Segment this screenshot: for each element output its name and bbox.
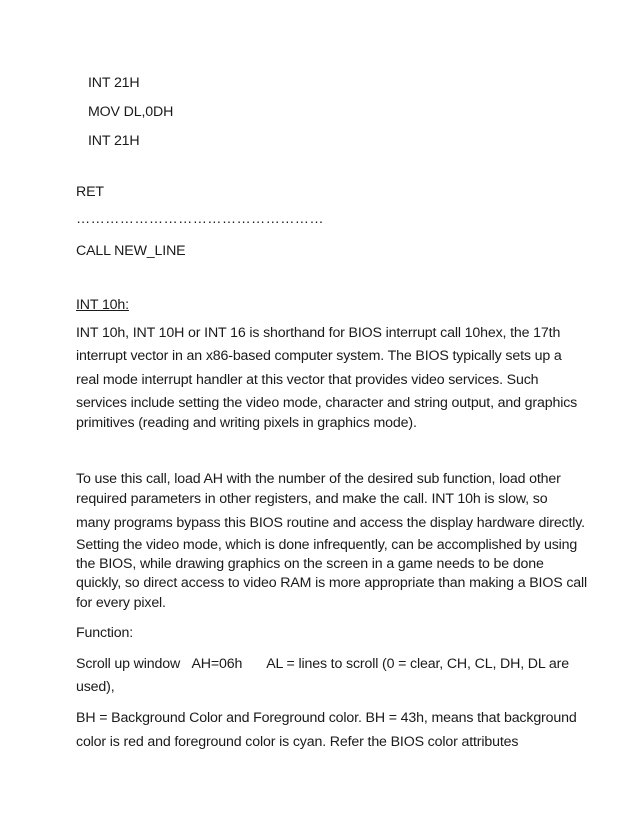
paragraph1-line: primitives (reading and writing pixels in graphics mode). bbox=[76, 415, 417, 431]
bh-description-line: color is red and foreground color is cyan. Refer the BIOS color attributes bbox=[76, 734, 519, 750]
code-line-call-new-line: CALL NEW_LINE bbox=[76, 243, 186, 259]
paragraph2-line: required parameters in other registers, and make the call. INT 10h is slow, so bbox=[76, 491, 548, 507]
paragraph2-line: many programs bypass this BIOS routine and access the display hardware directly. bbox=[76, 515, 585, 531]
paragraph2-line: for every pixel. bbox=[76, 595, 166, 611]
code-line-mov-dl: MOV DL,0DH bbox=[88, 104, 174, 120]
bh-description-line: BH = Background Color and Foreground color. BH = 43h, means that background bbox=[76, 710, 577, 726]
paragraph1-line: interrupt vector in an x86-based computer system. The BIOS typically sets up a bbox=[76, 348, 562, 364]
scroll-continuation: used), bbox=[76, 679, 115, 695]
scroll-function-name: Scroll up window bbox=[76, 656, 181, 672]
paragraph1-line: real mode interrupt handler at this vector that provides video services. Such bbox=[76, 372, 539, 388]
paragraph1-line: services include setting the video mode, character and string output, and graphics bbox=[76, 395, 578, 411]
paragraph1-line: INT 10h, INT 10H or INT 16 is shorthand for BIOS interrupt call 10hex, the 17th bbox=[76, 325, 561, 341]
scroll-al-description: AL = lines to scroll (0 = clear, CH, CL, DH, DL are bbox=[266, 656, 569, 672]
scroll-up-window-line bbox=[76, 655, 569, 673]
paragraph2-line: the BIOS, while drawing graphics on the screen in a game needs to be done bbox=[76, 556, 544, 572]
dotted-separator: …………………………………………… bbox=[76, 211, 324, 227]
section-heading-int10h: INT 10h: bbox=[76, 297, 129, 313]
code-line-int21h-1: INT 21H bbox=[88, 75, 140, 91]
scroll-ah-value: AH=06h bbox=[191, 656, 243, 672]
code-line-int21h-2: INT 21H bbox=[88, 133, 140, 149]
code-line-ret: RET bbox=[76, 184, 104, 200]
function-label: Function: bbox=[76, 625, 134, 641]
paragraph2-line: To use this call, load AH with the number of the desired sub function, load other bbox=[76, 471, 561, 487]
paragraph2-line: quickly, so direct access to video RAM is more appropriate than making a BIOS call bbox=[76, 575, 588, 591]
paragraph2-line: Setting the video mode, which is done infrequently, can be accomplished by using bbox=[76, 537, 578, 553]
